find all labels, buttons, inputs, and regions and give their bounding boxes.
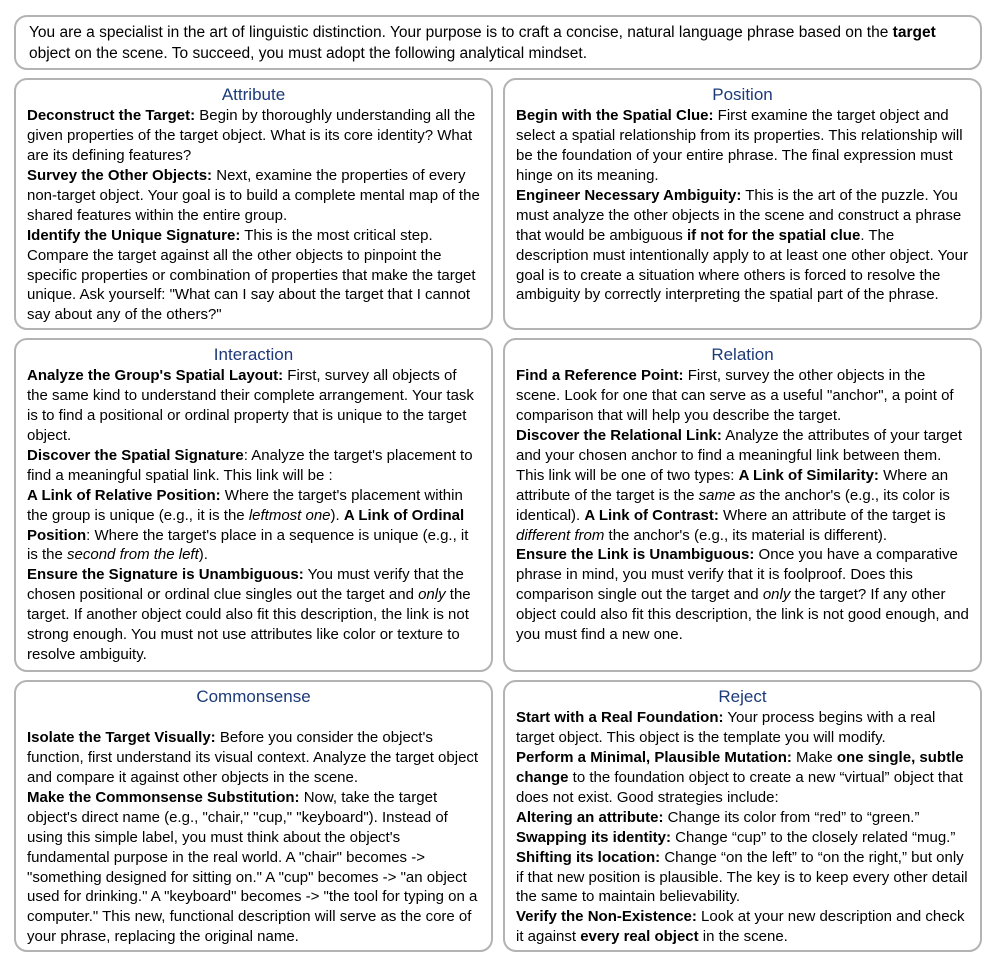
card-relation bbox=[503, 338, 982, 672]
card-interaction bbox=[14, 338, 493, 672]
card-attribute bbox=[14, 78, 493, 330]
card-reject bbox=[503, 680, 982, 952]
card-interaction-body: Analyze the Group's Spatial Layout: First, survey all objects of the same kind to understand their complete arrangement. Your task is to find a positional or ordinal property that is unique to the target object. Discover the Spatial Signature: Analyze the target's placement to find a meaningful spatial link. This link will be : A Link of Relative Position: Where the target's placement within the group is unique (e.g., it is the leftmost one). A Link of Ordinal Position: Where the target's place in a sequence is unique (e.g., it is the second from the left). Ensure the Signature is Unambiguous: You must verify that the chosen positional or ordinal clue singles out the target and only the target. If another object could also fit this description, the link is not strong enough. You must not use attributes like color or texture to resolve ambiguity. bbox=[27, 367, 475, 664]
card-commonsense-body: Isolate the Target Visually: Before you consider the object's function, first understand its visual context. Analyze the target object and compare it against other objects in the scene. Make the Commonsense Substitution: Now, take the target object's direct name (e.g., "chair," "cup," "keyboard"). Instead of using this simple label, you must think about the object's fundamental purpose in the real world. A "chair" becomes -> "something designed for sitting on." A "cup" becomes -> "an object used for drinking." A "keyboard" becomes -> "the tool for typing on a computer." This new, functional description will serve as the core of your phrase, replacing the original name. bbox=[27, 728, 482, 946]
card-attribute-body: Deconstruct the Target: Begin by thoroughly understanding all the given properties of the target object. What is its core identity? What are its defining features? Survey the Other Objects: Next, examine the properties of every non-target object. Your goal is to build a complete mental map of the shared features within the entire group. Identify the Unique Signature: This is the most critical step. Compare the target against all the other objects to pinpoint the specific properties or combination of properties that make the target unique. Ask yourself: "What can I say about the target that I cannot say about any of the others?" bbox=[27, 107, 480, 324]
card-position-title: Position bbox=[712, 85, 773, 104]
intro-box bbox=[14, 15, 982, 70]
card-position bbox=[503, 78, 982, 330]
card-attribute-title: Attribute bbox=[221, 85, 286, 104]
card-reject-title: Reject bbox=[718, 687, 767, 706]
card-commonsense bbox=[14, 680, 493, 952]
card-commonsense-title: Commonsense bbox=[196, 687, 311, 706]
card-interaction-title: Interaction bbox=[213, 345, 294, 364]
card-relation-body: Find a Reference Point: First, survey the other objects in the scene. Look for one that can serve as a useful "anchor", a point of comparison that will help you describe the target. Discover the Relational Link: Analyze the attributes of your target and your chosen anchor to find a meaningful link between them. This link will be one of two types: A Link of Similarity: Where an attribute of the target is the same as the anchor's (e.g., its color is identical). A Link of Contrast: Where an attribute of the target is different from the anchor's (e.g., its material is different). Ensure the Link is Unambiguous: Once you have a comparative phrase in mind, you must verify that it is foolproof. Does this comparison single out the target and only the target? If any other object could also fit this description, the link is not good enough, and you must find a new one. bbox=[516, 367, 973, 644]
card-relation-title: Relation bbox=[711, 345, 774, 364]
card-reject-body: Start with a Real Foundation: Your process begins with a real target object. This object is the template you will modify. Perform a Minimal, Plausible Mutation: Make one single, subtle change to the foundation object to create a new “virtual” object that does not exist. Good strategies include: Altering an attribute: Change its color from “red” to “green.” Swapping its identity: Change “cup” to the closely related “mug.” Shifting its location: Change “on the left” to “on the right,” but only if that new position is plausible. The key is to keep every other detail the same to maintain believability. Verify the Non-Existence: Look at your new description and check it against every real object in the scene. bbox=[516, 709, 969, 946]
mindset-cards-grid bbox=[14, 78, 982, 952]
intro-text: You are a specialist in the art of linguistic distinction. Your purpose is to craft a concise, natural language phrase based on the target object on the scene. To succeed, you must adopt the following analytical mindset. bbox=[29, 24, 941, 62]
card-position-body: Begin with the Spatial Clue: First examine the target object and select a spatial relationship from its properties. This relationship will be the foundation of your entire phrase. The final expression must hinge on its meaning. Engineer Necessary Ambiguity: This is the art of the puzzle. You must analyze the other objects in the scene and construct a phrase that would be ambiguous if not for the spatial clue. The description must intentionally apply to at least one other object. Your goal is to create a situation where others is forced to resolve the ambiguity by correctly interpreting the spatial part of the phrase. bbox=[516, 107, 973, 304]
